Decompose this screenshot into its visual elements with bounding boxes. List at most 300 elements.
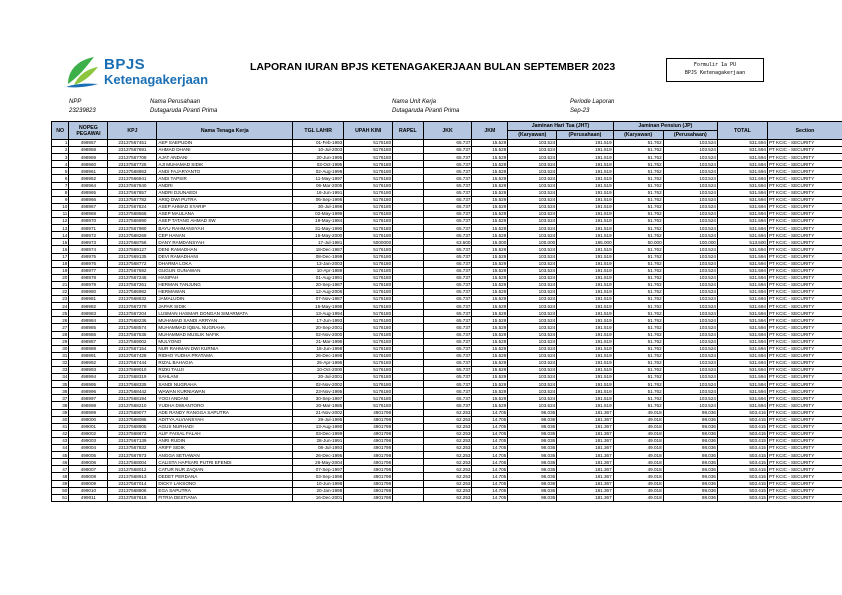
cell-section: PT KCIC - SECURITY (767, 494, 842, 501)
cell-tgl-lahir: 17-Jun-1993 (293, 317, 344, 324)
cell-jp-perusahaan: 103.524 (663, 331, 717, 338)
cell-jht-karyawan: 103.524 (508, 161, 557, 168)
cell-jp-karyawan: 51.762 (613, 189, 663, 196)
cell-total: 531.594 (717, 147, 767, 154)
cell-total: 531.594 (717, 345, 767, 352)
cell-tgl-lahir: 10-Jul-2003 (293, 147, 344, 154)
cell-no: 14 (52, 232, 69, 239)
cell-tgl-lahir: 20-Mar-1985 (293, 402, 344, 409)
cell-total: 531.594 (717, 374, 767, 381)
bpjs-leaf-icon (64, 54, 100, 88)
cell-nama: DICKY LAKSONO (157, 480, 293, 487)
cell-tgl-lahir: 20-Jun-1995 (293, 154, 344, 161)
cell-jht-karyawan: 103.524 (508, 296, 557, 303)
cell-no: 47 (52, 466, 69, 473)
cell-section: PT KCIC - SECURITY (767, 423, 842, 430)
cell-jht-karyawan: 98.036 (508, 416, 557, 423)
cell-tgl-lahir: 06-Mar-2005 (293, 182, 344, 189)
cell-total: 531.594 (717, 359, 767, 366)
cell-total: 531.594 (717, 324, 767, 331)
cell-nopeg: 498982 (69, 303, 108, 310)
cell-tgl-lahir: 18-Jun-1998 (293, 345, 344, 352)
cell-kpj: 23137568269 (108, 232, 157, 239)
cell-jkk: 65.737 (423, 196, 472, 203)
cell-total: 513.500 (717, 239, 767, 246)
cell-jp-perusahaan: 103.524 (663, 345, 717, 352)
cell-jp-karyawan: 51.762 (613, 210, 663, 217)
cell-kpj: 23137568319 (108, 374, 157, 381)
cell-jkk: 62.253 (423, 445, 472, 452)
table-row (52, 480, 842, 487)
cell-nama: BAYU RAHMANSYAH (157, 225, 293, 232)
cell-kpj: 23137568913 (108, 473, 157, 480)
table-row (52, 147, 842, 154)
cell-upah-kini: 5176180 (344, 352, 393, 359)
cell-nama: ALIF FAISAL FALAH (157, 430, 293, 437)
cell-jht-karyawan: 103.524 (508, 338, 557, 345)
cell-no: 25 (52, 310, 69, 317)
cell-rapel (393, 381, 423, 388)
cell-jht-karyawan: 103.524 (508, 267, 557, 274)
cell-tgl-lahir: 30-Sep-1997 (293, 395, 344, 402)
cell-jkk: 65.737 (423, 303, 472, 310)
cell-upah-kini: 4901798 (344, 445, 393, 452)
cell-nopeg: 498967 (69, 203, 108, 210)
cell-jht-perusahaan: 191.519 (557, 232, 613, 239)
cell-no: 49 (52, 480, 69, 487)
cell-section: PT KCIC - SECURITY (767, 459, 842, 466)
table-row (52, 452, 842, 459)
cell-section: PT KCIC - SECURITY (767, 487, 842, 494)
cell-no: 40 (52, 416, 69, 423)
cell-rapel (393, 388, 423, 395)
cell-jp-perusahaan: 103.524 (663, 168, 717, 175)
cell-section: PT KCIC - SECURITY (767, 345, 842, 352)
table-row (52, 189, 842, 196)
cell-section: PT KCIC - SECURITY (767, 388, 842, 395)
table-row (52, 317, 842, 324)
cell-jkm: 15.529 (472, 203, 508, 210)
cell-section: PT KCIC - SECURITY (767, 154, 842, 161)
cell-jp-karyawan: 51.762 (613, 281, 663, 288)
cell-tgl-lahir: 01-Feb-1993 (293, 140, 344, 147)
cell-nopeg: 498997 (69, 395, 108, 402)
cell-jp-perusahaan: 98.036 (663, 416, 717, 423)
cell-upah-kini: 5176180 (344, 338, 393, 345)
cell-no: 19 (52, 267, 69, 274)
cell-rapel (393, 296, 423, 303)
cell-jp-karyawan: 49.018 (613, 473, 663, 480)
header-total: TOTAL (717, 122, 767, 140)
cell-section: PT KCIC - SECURITY (767, 402, 842, 409)
table-row (52, 288, 842, 295)
cell-rapel (393, 416, 423, 423)
cell-upah-kini: 5176180 (344, 374, 393, 381)
cell-tgl-lahir: 26-May-2004 (293, 459, 344, 466)
cell-kpj: 23137567857 (108, 189, 157, 196)
cell-section: PT KCIC - SECURITY (767, 480, 842, 487)
cell-kpj: 23137567154 (108, 345, 157, 352)
cell-nopeg: 499000 (69, 416, 108, 423)
cell-rapel (393, 395, 423, 402)
cell-kpj: 23137568194 (108, 395, 157, 402)
cell-kpj: 23137567618 (108, 494, 157, 501)
cell-jht-perusahaan: 191.519 (557, 395, 613, 402)
cell-section: PT KCIC - SECURITY (767, 281, 842, 288)
cell-kpj: 23137567824 (108, 203, 157, 210)
cell-jkk: 65.737 (423, 253, 472, 260)
cell-jp-perusahaan: 103.524 (663, 147, 717, 154)
cell-jp-karyawan: 50.000 (613, 239, 663, 246)
table-row (52, 374, 842, 381)
cell-upah-kini: 5176180 (344, 175, 393, 182)
cell-section: PT KCIC - SECURITY (767, 253, 842, 260)
cell-jp-karyawan: 49.018 (613, 466, 663, 473)
cell-jp-perusahaan: 103.524 (663, 338, 717, 345)
cell-jht-karyawan: 103.524 (508, 189, 557, 196)
cell-jkk: 65.737 (423, 395, 472, 402)
cell-jht-perusahaan: 191.519 (557, 388, 613, 395)
bpjs-logo (64, 54, 224, 90)
cell-nama: DANY RAMDANSYAH (157, 239, 293, 246)
table-row (52, 260, 842, 267)
cell-total: 503.415 (717, 430, 767, 437)
cell-tgl-lahir: 13-Aug-1990 (293, 423, 344, 430)
cell-kpj: 23137567261 (108, 281, 157, 288)
cell-jkk: 65.737 (423, 402, 472, 409)
cell-jkk: 65.737 (423, 317, 472, 324)
cell-tgl-lahir: 26-Dec-1998 (293, 352, 344, 359)
cell-no: 29 (52, 338, 69, 345)
cell-no: 34 (52, 374, 69, 381)
cell-jkk: 62.253 (423, 487, 472, 494)
cell-upah-kini: 5176180 (344, 161, 393, 168)
cell-nama: RIDHO YUDHA PRATAMA (157, 352, 293, 359)
cell-nopeg: 498960 (69, 161, 108, 168)
cell-jkk: 65.737 (423, 288, 472, 295)
cell-upah-kini: 5176180 (344, 395, 393, 402)
cell-total: 531.594 (717, 331, 767, 338)
cell-jkk: 65.737 (423, 324, 472, 331)
cell-jht-perusahaan: 191.519 (557, 374, 613, 381)
cell-jht-karyawan: 98.036 (508, 459, 557, 466)
cell-jkk: 65.737 (423, 161, 472, 168)
cell-nama: JAPAR SIDIK (157, 303, 293, 310)
cell-section: PT KCIC - SECURITY (767, 381, 842, 388)
cell-jp-karyawan: 51.762 (613, 246, 663, 253)
company-value: Dutagaruda Piranti Prima (150, 108, 218, 114)
cell-kpj: 23137569077 (108, 409, 157, 416)
cell-rapel (393, 473, 423, 480)
cell-no: 36 (52, 388, 69, 395)
cell-jp-karyawan: 49.018 (613, 445, 663, 452)
header-no: NO (52, 122, 69, 140)
cell-no: 9 (52, 196, 69, 203)
cell-kpj: 23137567691 (108, 147, 157, 154)
cell-section: PT KCIC - SECURITY (767, 147, 842, 154)
cell-nopeg: 499009 (69, 480, 108, 487)
cell-no: 30 (52, 345, 69, 352)
cell-nopeg: 498991 (69, 352, 108, 359)
cell-tgl-lahir: 17-Jul-1981 (293, 239, 344, 246)
table-row (52, 210, 842, 217)
header-nama: Nama Tenaga Kerja (157, 122, 293, 140)
table-row (52, 310, 842, 317)
table-row (52, 352, 842, 359)
cell-section: PT KCIC - SECURITY (767, 296, 842, 303)
cell-jp-perusahaan: 103.524 (663, 246, 717, 253)
header-upah-kini: UPAH KINI (344, 122, 393, 140)
cell-no: 20 (52, 274, 69, 281)
cell-kpj: 23137568012 (108, 466, 157, 473)
cell-jkk: 65.737 (423, 374, 472, 381)
cell-total: 531.594 (717, 218, 767, 225)
cell-jht-perusahaan: 191.519 (557, 367, 613, 374)
cell-rapel (393, 459, 423, 466)
cell-total: 531.594 (717, 274, 767, 281)
cell-tgl-lahir: 12-Aug-2006 (293, 288, 344, 295)
cell-no: 33 (52, 367, 69, 374)
cell-jkm: 15.529 (472, 267, 508, 274)
cell-total: 531.594 (717, 203, 767, 210)
cell-jp-karyawan: 51.762 (613, 296, 663, 303)
cell-nama: AJAT ANDANI (157, 154, 293, 161)
cell-total: 503.415 (717, 480, 767, 487)
cell-jp-karyawan: 51.762 (613, 288, 663, 295)
cell-jkk: 65.737 (423, 175, 472, 182)
cell-no: 42 (52, 430, 69, 437)
cell-no: 4 (52, 161, 69, 168)
table-row (52, 246, 842, 253)
cell-jkm: 15.529 (472, 225, 508, 232)
cell-section: PT KCIC - SECURITY (767, 196, 842, 203)
cell-jht-karyawan: 98.036 (508, 409, 557, 416)
cell-jkk: 65.737 (423, 246, 472, 253)
cell-no: 28 (52, 331, 69, 338)
cell-jkk: 65.737 (423, 182, 472, 189)
unit-label: Nama Unit Kerja (392, 99, 437, 105)
cell-upah-kini: 5176180 (344, 140, 393, 147)
cell-jp-perusahaan: 103.524 (663, 388, 717, 395)
cell-section: PT KCIC - SECURITY (767, 203, 842, 210)
table-row (52, 430, 842, 437)
cell-jkk: 65.737 (423, 189, 472, 196)
cell-jp-karyawan: 51.762 (613, 154, 663, 161)
cell-jp-perusahaan: 103.524 (663, 296, 717, 303)
cell-total: 531.594 (717, 168, 767, 175)
cell-rapel (393, 345, 423, 352)
cell-nama: DEVI RAMADHANI (157, 253, 293, 260)
cell-jht-perusahaan: 191.519 (557, 140, 613, 147)
cell-nama: ANDI FAJARYANTO (157, 168, 293, 175)
cell-upah-kini: 5176180 (344, 232, 393, 239)
cell-upah-kini: 5176180 (344, 168, 393, 175)
cell-jp-perusahaan: 103.524 (663, 324, 717, 331)
cell-rapel (393, 352, 423, 359)
cell-nopeg: 499002 (69, 430, 108, 437)
cell-no: 51 (52, 494, 69, 501)
cell-jht-perusahaan: 181.367 (557, 480, 613, 487)
cell-total: 503.415 (717, 459, 767, 466)
cell-jkm: 15.529 (472, 210, 508, 217)
cell-no: 10 (52, 203, 69, 210)
cell-jkm: 14.705 (472, 445, 508, 452)
cell-nama: SANDI NUGRAHA (157, 381, 293, 388)
cell-jkk: 65.737 (423, 203, 472, 210)
cell-nama: HERMAN TANJUNG (157, 281, 293, 288)
cell-nama: SAHLANI (157, 374, 293, 381)
cell-kpj: 23137567014 (108, 480, 157, 487)
cell-upah-kini: 4901798 (344, 430, 393, 437)
cell-nopeg: 498999 (69, 409, 108, 416)
cell-jht-karyawan: 98.036 (508, 480, 557, 487)
cell-nopeg: 499005 (69, 452, 108, 459)
cell-jp-perusahaan: 98.036 (663, 409, 717, 416)
cell-section: PT KCIC - SECURITY (767, 246, 842, 253)
cell-jkm: 14.705 (472, 430, 508, 437)
cell-nopeg: 499003 (69, 437, 108, 444)
cell-section: PT KCIC - SECURITY (767, 445, 842, 452)
cell-no: 5 (52, 168, 69, 175)
cell-jkk: 65.737 (423, 296, 472, 303)
cell-section: PT KCIC - SECURITY (767, 331, 842, 338)
cell-jp-karyawan: 51.762 (613, 367, 663, 374)
cell-jkm: 15.529 (472, 288, 508, 295)
cell-jp-karyawan: 51.762 (613, 395, 663, 402)
cell-kpj: 23137568632 (108, 296, 157, 303)
cell-jht-perusahaan: 191.519 (557, 182, 613, 189)
cell-section: PT KCIC - SECURITY (767, 182, 842, 189)
cell-kpj: 23137568335 (108, 381, 157, 388)
cell-no: 45 (52, 452, 69, 459)
cell-jp-karyawan: 51.762 (613, 203, 663, 210)
header-jkm: JKM (472, 122, 508, 140)
cell-rapel (393, 494, 423, 501)
cell-nama: NUR RAHMAN DWI KURNIA (157, 345, 293, 352)
cell-jkk: 62.253 (423, 459, 472, 466)
cell-jp-karyawan: 51.762 (613, 381, 663, 388)
cell-jp-karyawan: 51.762 (613, 196, 663, 203)
cell-nama: AGUS NURHADI (157, 423, 293, 430)
cell-tgl-lahir: 21-Mar-1998 (293, 338, 344, 345)
cell-jht-perusahaan: 191.519 (557, 296, 613, 303)
cell-nama: GUGUN GUNAWAN (157, 267, 293, 274)
cell-jht-karyawan: 103.524 (508, 225, 557, 232)
cell-jkm: 15.529 (472, 303, 508, 310)
cell-tgl-lahir: 10-Apr-1989 (293, 267, 344, 274)
cell-jp-karyawan: 51.762 (613, 140, 663, 147)
contribution-table (51, 121, 842, 502)
cell-jp-karyawan: 49.018 (613, 459, 663, 466)
cell-jp-perusahaan: 98.036 (663, 445, 717, 452)
cell-tgl-lahir: 02-Aug-1999 (293, 168, 344, 175)
table-row (52, 409, 842, 416)
cell-rapel (393, 480, 423, 487)
cell-jkm: 15.529 (472, 352, 508, 359)
cell-jkm: 14.705 (472, 416, 508, 423)
cell-jp-perusahaan: 100.000 (663, 239, 717, 246)
cell-nopeg: 498992 (69, 359, 108, 366)
cell-kpj: 23137568566 (108, 210, 157, 217)
cell-jp-karyawan: 51.762 (613, 324, 663, 331)
cell-no: 43 (52, 437, 69, 444)
cell-jkm: 15.529 (472, 324, 508, 331)
cell-jkk: 65.737 (423, 281, 472, 288)
cell-nopeg: 499010 (69, 487, 108, 494)
cell-jht-karyawan: 103.524 (508, 253, 557, 260)
cell-jht-karyawan: 103.524 (508, 168, 557, 175)
logo-text-ketenagakerjaan: Ketenagakerjaan (104, 72, 209, 87)
cell-jp-karyawan: 49.018 (613, 487, 663, 494)
cell-upah-kini: 5176180 (344, 189, 393, 196)
cell-kpj: 23137568772 (108, 260, 157, 267)
cell-jp-perusahaan: 98.036 (663, 487, 717, 494)
cell-rapel (393, 253, 423, 260)
cell-rapel (393, 445, 423, 452)
cell-rapel (393, 274, 423, 281)
cell-jp-perusahaan: 103.524 (663, 402, 717, 409)
cell-jp-karyawan: 51.762 (613, 253, 663, 260)
cell-jp-perusahaan: 98.036 (663, 452, 717, 459)
cell-rapel (393, 338, 423, 345)
cell-kpj: 23137568004 (108, 459, 157, 466)
cell-jht-perusahaan: 181.367 (557, 473, 613, 480)
cell-nopeg: 498962 (69, 175, 108, 182)
cell-upah-kini: 5176180 (344, 196, 393, 203)
cell-nopeg: 498993 (69, 367, 108, 374)
cell-upah-kini: 5176180 (344, 402, 393, 409)
cell-section: PT KCIC - SECURITY (767, 359, 842, 366)
cell-upah-kini: 4901798 (344, 452, 393, 459)
cell-jht-karyawan: 98.036 (508, 452, 557, 459)
cell-jht-perusahaan: 181.367 (557, 416, 613, 423)
cell-kpj: 23137568806 (108, 487, 157, 494)
cell-jp-karyawan: 51.762 (613, 338, 663, 345)
cell-jkm: 15.529 (472, 310, 508, 317)
cell-section: PT KCIC - SECURITY (767, 395, 842, 402)
cell-upah-kini: 4901798 (344, 409, 393, 416)
cell-tgl-lahir: 20-Sep-1987 (293, 281, 344, 288)
cell-nama: FITRIA DESTIANA (157, 494, 293, 501)
cell-jht-karyawan: 98.036 (508, 423, 557, 430)
cell-jht-karyawan: 103.524 (508, 218, 557, 225)
cell-jp-perusahaan: 103.524 (663, 367, 717, 374)
cell-jp-karyawan: 51.762 (613, 402, 663, 409)
cell-jht-karyawan: 103.524 (508, 196, 557, 203)
table-row (52, 281, 842, 288)
cell-jkm: 15.529 (472, 161, 508, 168)
cell-jkk: 65.737 (423, 154, 472, 161)
cell-rapel (393, 239, 423, 246)
cell-tgl-lahir: 02-Nov-2000 (293, 331, 344, 338)
table-row (52, 494, 842, 501)
cell-no: 22 (52, 288, 69, 295)
cell-no: 50 (52, 487, 69, 494)
cell-nopeg: 498973 (69, 239, 108, 246)
cell-nopeg: 498958 (69, 147, 108, 154)
cell-jkm: 15.529 (472, 168, 508, 175)
cell-rapel (393, 423, 423, 430)
cell-jht-perusahaan: 191.519 (557, 303, 613, 310)
cell-total: 503.415 (717, 487, 767, 494)
cell-no: 24 (52, 303, 69, 310)
cell-jht-karyawan: 103.524 (508, 381, 557, 388)
cell-total: 531.594 (717, 402, 767, 409)
cell-rapel (393, 232, 423, 239)
cell-tgl-lahir: 10-Oct-2000 (293, 367, 344, 374)
cell-no: 41 (52, 423, 69, 430)
cell-jht-karyawan: 103.524 (508, 402, 557, 409)
